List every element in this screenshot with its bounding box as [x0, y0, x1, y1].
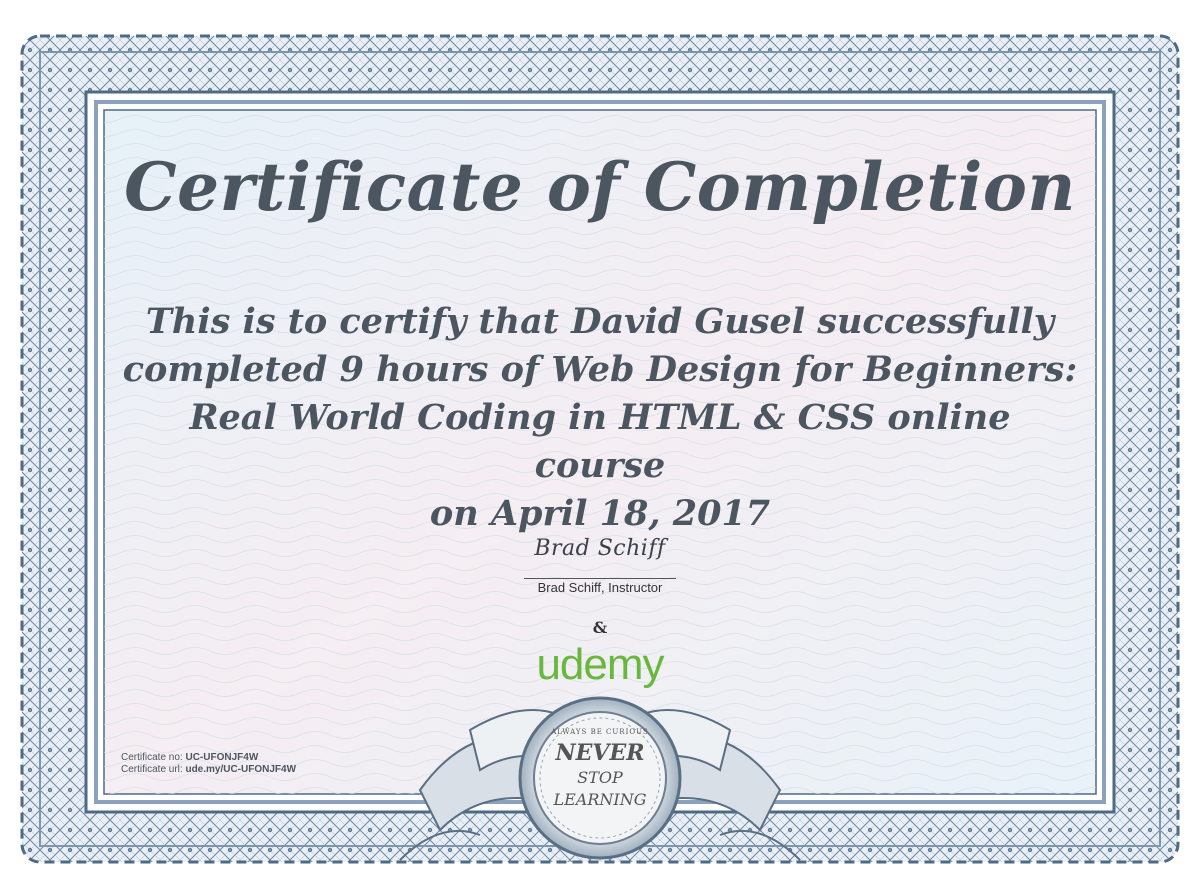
certificate-url-value: ude.my/UC-UFONJF4W: [185, 764, 297, 775]
udemy-logo: udemy: [536, 640, 664, 689]
statement-line: completed 9 hours of Web Design for Beginners:: [122, 349, 1078, 390]
certificate-url: [121, 764, 296, 775]
statement-line: on April 18, 2017: [429, 493, 771, 534]
seal-line-stop: STOP: [577, 768, 623, 787]
certificate-title: Certificate of Completion: [124, 148, 1076, 226]
seal-top-text: ALWAYS BE CURIOUS: [551, 728, 649, 736]
seal-line-never: NEVER: [555, 740, 645, 766]
certificate-number-value: UC-UFONJF4W: [185, 752, 259, 763]
certificate-url-label: Certificate url:: [121, 764, 183, 775]
statement-line: This is to certify that David Gusel successfully: [145, 301, 1055, 342]
certificate-number-label: Certificate no:: [121, 752, 183, 763]
certificate-number: [121, 752, 258, 763]
ampersand: &: [592, 618, 608, 637]
signature-line: [524, 578, 676, 579]
instructor-caption: Brad Schiff, Instructor: [537, 580, 663, 595]
instructor-signature: Brad Schiff: [534, 536, 666, 561]
statement-line: Real World Coding in HTML & CSS online course: [189, 397, 1011, 486]
certification-statement: [120, 298, 1080, 538]
seal-line-learning: LEARNING: [553, 790, 647, 809]
